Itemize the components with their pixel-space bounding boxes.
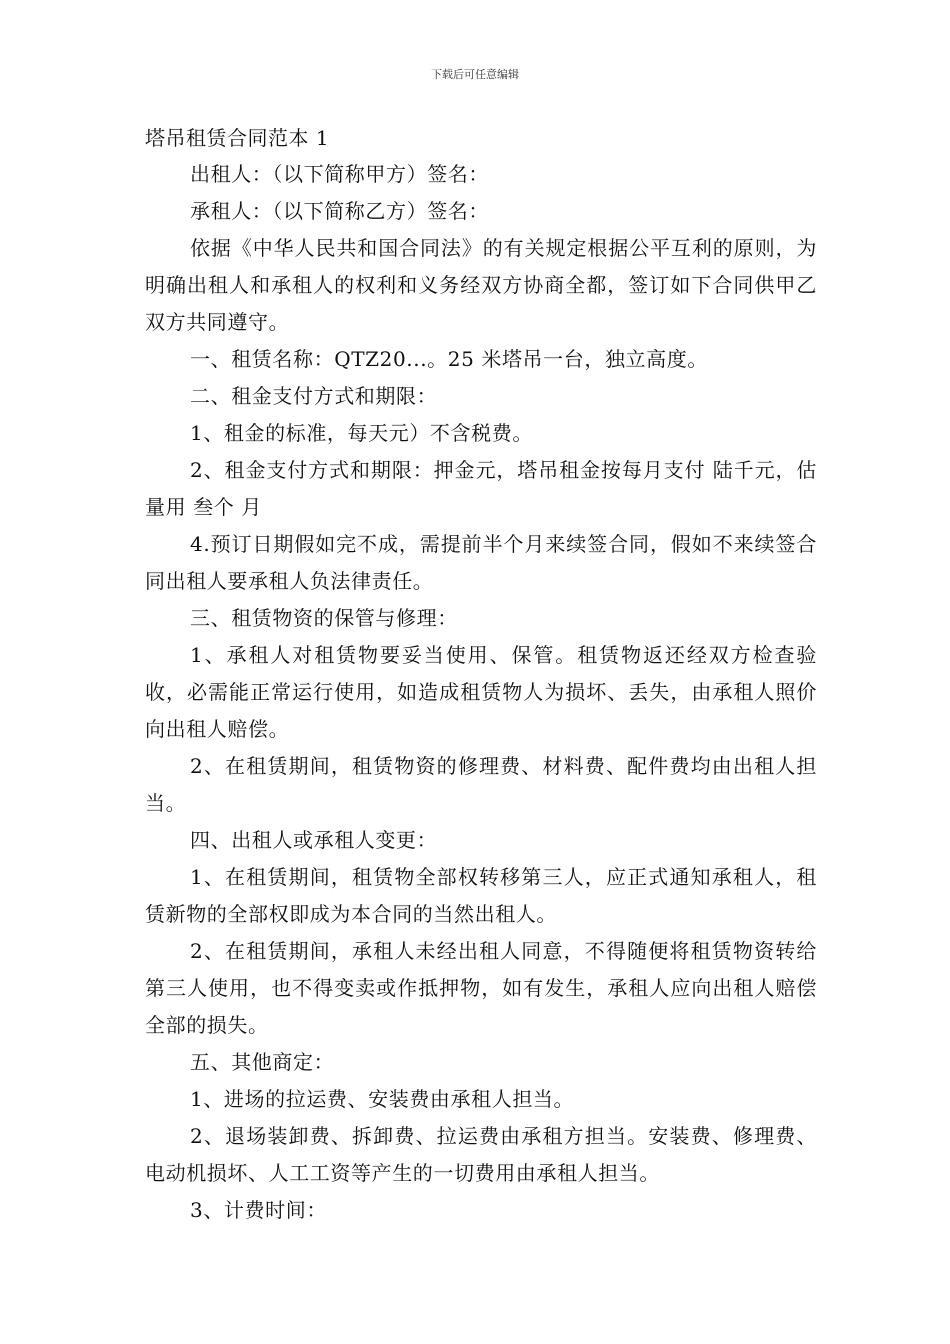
section-3-item-1: 1、承租人对租赁物要妥当使用、保管。租赁物返还经双方检查验收，必需能正常运行使用，如造成租赁物人为损坏、丢失，由承租人照价向出租人赔偿。: [145, 643, 817, 741]
section-4-heading: 四、出租人或承租人变更：: [190, 828, 438, 852]
page-header-note: 下载后可任意编辑: [431, 68, 519, 81]
section-5-item-3: 3、计费时间：: [190, 1198, 327, 1222]
document-body: [145, 120, 817, 1229]
section-4-item-2: 2、在租赁期间，承租人未经出租人同意，不得随便将租赁物资转给第三人使用，也不得变卖或作抵押物，如有发生，承租人应向出租人赔偿全部的损失。: [145, 939, 817, 1037]
section-3-heading: 三、租赁物资的保管与修理：: [190, 606, 458, 630]
section-4-item-1: 1、在租赁期间，租赁物全部权转移第三人，应正式通知承租人，租赁新物的全部权即成为本合同的当然出租人。: [145, 865, 817, 926]
paragraph-preamble: 依据《中华人民共和国合同法》的有关规定根据公平互利的原则，为明确出租人和承租人的权利和义务经双方协商全都，签订如下合同供甲乙双方共同遵守。: [145, 236, 817, 334]
section-3-item-2: 2、在租赁期间，租赁物资的修理费、材料费、配件费均由出租人担当。: [145, 754, 817, 815]
section-5-item-1: 1、进场的拉运费、安装费由承租人担当。: [190, 1087, 575, 1111]
paragraph-lessee: 承租人：（以下简称乙方）签名：: [190, 199, 489, 223]
section-2-item-4: 4.预订日期假如完不成，需提前半个月来续签合同，假如不来续签合同出租人要承租人负法律责任。: [145, 532, 817, 593]
section-5-item-2: 2、退场装卸费、拆卸费、拉运费由承租方担当。安装费、修理费、电动机损坏、人工工资等产生的一切费用由承租人担当。: [145, 1124, 817, 1185]
document-title: 塔吊租赁合同范本 1: [145, 126, 330, 150]
paragraph-lessor: 出租人：（以下简称甲方）签名：: [190, 162, 489, 186]
section-1-rental-item: 一、租赁名称：QTZ20...。25 米塔吊一台，独立高度。: [190, 347, 708, 371]
section-2-heading: 二、租金支付方式和期限：: [190, 384, 438, 408]
section-5-heading: 五、其他商定：: [190, 1050, 335, 1074]
section-2-item-1: 1、租金的标准，每天元）不含税费。: [190, 421, 533, 445]
section-2-item-2: 2、租金支付方式和期限：押金元，塔吊租金按每月支付 陆千元，估量用 叁个 月: [145, 458, 817, 519]
